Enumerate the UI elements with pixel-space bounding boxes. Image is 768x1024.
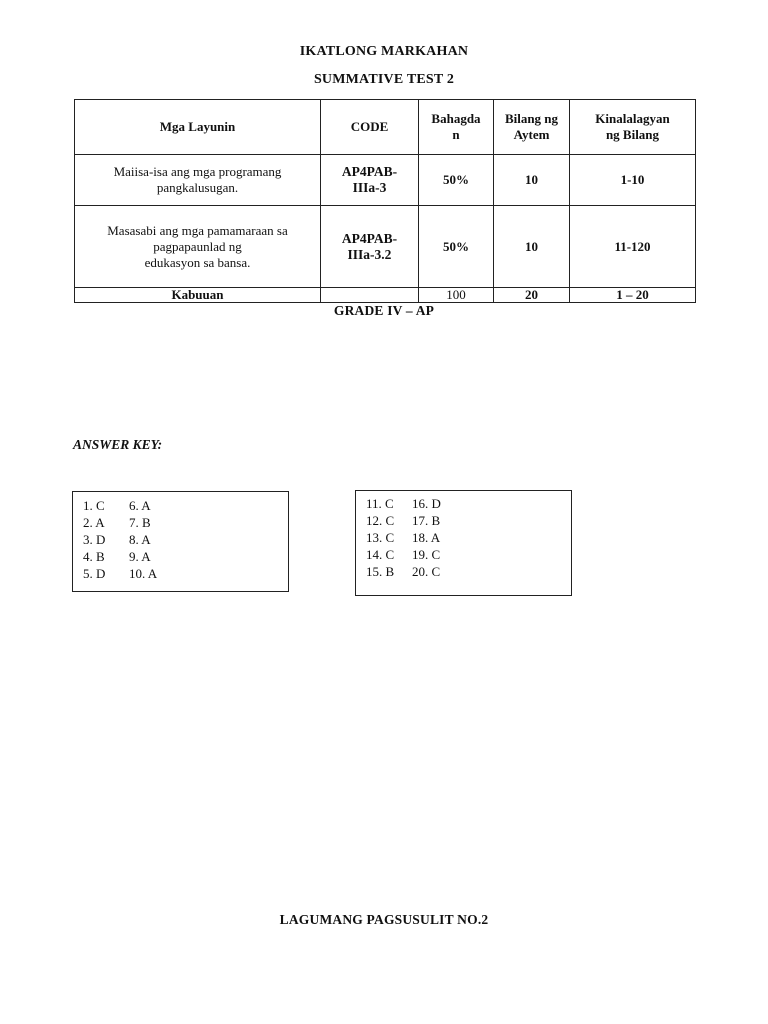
answer-row	[366, 563, 571, 580]
answer-item: 8. A	[129, 532, 151, 547]
item-count-cell: 10	[494, 206, 570, 288]
item-count-cell: 10	[494, 155, 570, 206]
answer-item: 20. C	[412, 564, 441, 579]
table-total-row	[75, 288, 696, 303]
answer-row	[83, 497, 288, 514]
answer-key-label: ANSWER KEY:	[73, 437, 163, 452]
item-location-cell: 1-10	[570, 155, 696, 206]
answer-row	[83, 565, 288, 582]
answer-item: 19. C	[412, 547, 441, 562]
answer-row	[366, 495, 571, 512]
specification-table	[74, 99, 696, 303]
total-percent-cell: 100	[419, 288, 494, 303]
percent-cell: 50%	[419, 206, 494, 288]
answer-item: 1. C	[83, 498, 105, 513]
answer-item: 16. D	[412, 496, 441, 511]
code-cell: AP4PAB- IIIa-3	[321, 155, 419, 206]
header-percent: Bahagda n	[419, 100, 494, 155]
item-location-cell: 11-120	[570, 206, 696, 288]
header-objectives: Mga Layunin	[75, 100, 321, 155]
header-item-location: Kinalalagyan ng Bilang	[570, 100, 696, 155]
code-cell: AP4PAB- IIIa-3.2	[321, 206, 419, 288]
answer-row	[83, 531, 288, 548]
answer-item: 13. C	[366, 530, 395, 545]
answer-item: 9. A	[129, 549, 151, 564]
answer-item: 15. B	[366, 564, 395, 579]
total-label-cell: Kabuuan	[75, 288, 321, 303]
answer-row	[366, 529, 571, 546]
total-items-cell: 20	[494, 288, 570, 303]
total-code-cell	[321, 288, 419, 303]
answer-item: 17. B	[412, 513, 441, 528]
total-location-cell: 1 – 20	[570, 288, 696, 303]
answer-item: 10. A	[129, 566, 158, 581]
answer-item: 4. B	[83, 549, 105, 564]
answer-item: 7. B	[129, 515, 151, 530]
answer-item: 5. D	[83, 566, 106, 581]
answer-row	[83, 514, 288, 531]
answer-row	[366, 546, 571, 563]
answer-item: 18. A	[412, 530, 441, 545]
answer-row	[83, 548, 288, 565]
answer-item: 3. D	[83, 532, 106, 547]
answer-item: 11. C	[366, 496, 394, 511]
footer-title: LAGUMANG PAGSUSULIT NO.2	[279, 912, 489, 927]
header-item-count: Bilang ng Aytem	[494, 100, 570, 155]
answer-item: 2. A	[83, 515, 105, 530]
answer-key-box-1	[72, 491, 289, 592]
answer-item: 6. A	[129, 498, 151, 513]
answer-item: 12. C	[366, 513, 395, 528]
answer-item: 14. C	[366, 547, 395, 562]
objective-cell: Masasabi ang mga pamamaraan sa pagpapaunlad ng edukasyon sa bansa.	[75, 206, 321, 288]
table-header-row	[75, 100, 696, 155]
table-row	[75, 155, 696, 206]
document-subtitle: SUMMATIVE TEST 2	[313, 72, 455, 87]
header-code: CODE	[321, 100, 419, 155]
grade-label: GRADE IV – AP	[333, 303, 435, 318]
table-row	[75, 206, 696, 288]
document-title: IKATLONG MARKAHAN	[299, 44, 469, 59]
objective-cell: Maiisa-isa ang mga programang pangkalusugan.	[75, 155, 321, 206]
answer-key-box-2	[355, 490, 572, 596]
percent-cell: 50%	[419, 155, 494, 206]
answer-row	[366, 512, 571, 529]
